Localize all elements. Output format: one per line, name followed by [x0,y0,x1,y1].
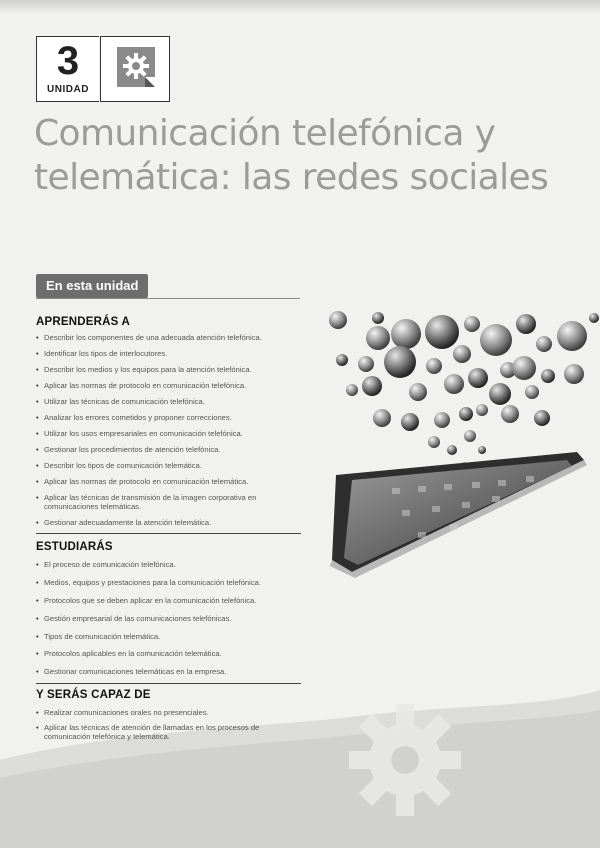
list-seras-capaz [36,708,304,742]
divider [36,533,301,534]
heading-seras-capaz: Y SERÁS CAPAZ DE [36,689,151,701]
list-item: • Describir los componentes de una adecuada atención telefónica. [36,333,304,343]
list-item: • Describir los tipos de comunicación telemática. [36,461,304,471]
title-line-2: telemática: las redes sociales [34,157,549,198]
list-item: • Gestionar adecuadamente la atención telemática. [36,518,304,528]
list-item: • Analizar los errores cometidos y proponer correcciones. [36,413,304,423]
list-item: • Gestionar comunicaciones telemáticas en la empresa. [36,667,304,677]
list-item: • Identificar los tipos de interlocutores. [36,349,304,359]
unit-icon-box [100,36,170,102]
list-item: • Describir los medios y los equipos para la atención telefónica. [36,365,304,375]
unit-badge [36,36,99,102]
app-bubbles [329,311,599,470]
gear-watermark [349,704,461,816]
heading-estudiaras: ESTUDIARÁS [36,541,113,553]
list-item: • Protocolos aplicables en la comunicación telemática. [36,649,304,659]
list-item: • El proceso de comunicación telefónica. [36,560,304,570]
title-line-1: Comunicación telefónica y [34,113,496,154]
list-aprenderas [36,333,304,528]
list-item: • Aplicar las normas de protocolo en comunicación telemática. [36,477,304,487]
list-item: • Utilizar los usos empresariales en comunicación telefónica. [36,429,304,439]
list-item: • Utilizar las técnicas de comunicación telefónica. [36,397,304,407]
list-item: • Aplicar las normas de protocolo en comunicación telefónica. [36,381,304,391]
list-item: • Gestión empresarial de las comunicaciones telefónicas. [36,614,304,624]
unit-label: UNIDAD [47,84,89,95]
list-item: • Aplicar las técnicas de atención de llamadas en los procesos de comunicación telefónica y telemática. [36,723,294,742]
list-item: • Tipos de comunicación telemática. [36,632,304,642]
list-item: • Aplicar las técnicas de transmisión de la imagen corporativa en comunicaciones telemáticas. [36,493,304,512]
page-title [34,112,574,200]
divider [36,683,301,684]
unit-number: 3 [56,39,80,83]
list-item: • Gestionar los procedimientos de atención telefónica. [36,445,304,455]
list-item: • Protocolos que se deben aplicar en la comunicación telefónica. [36,596,304,606]
gear-icon [117,47,155,87]
list-item: • Realizar comunicaciones orales no presenciales. [36,708,304,718]
heading-aprenderas: APRENDERÁS A [36,316,130,328]
list-estudiaras [36,560,304,677]
tablet-device [330,452,587,578]
section-tab: En esta unidad [36,274,148,298]
tablet-illustration [322,310,600,580]
scan-edge [0,0,600,14]
list-item: • Medios, equipos y prestaciones para la comunicación telefónica. [36,578,304,588]
